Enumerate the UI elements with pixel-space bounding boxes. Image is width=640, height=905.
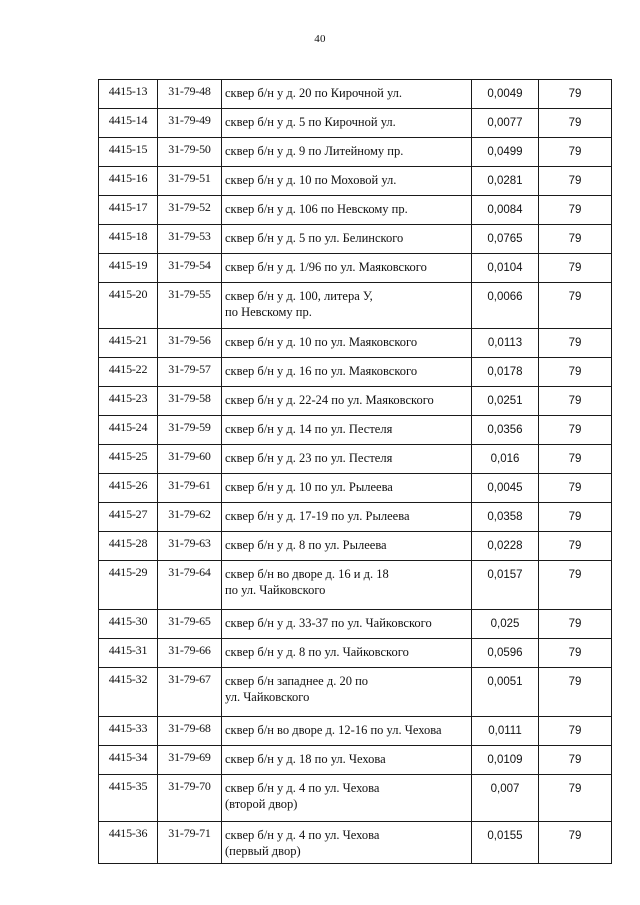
area-cell: 0,007 — [472, 775, 539, 822]
section-cell: 79 — [539, 639, 612, 668]
section-cell: 79 — [539, 775, 612, 822]
name-line: сквер б/н у д. 10 по ул. Рылеева — [225, 480, 393, 494]
name-line: сквер б/н у д. 14 по ул. Пестеля — [225, 422, 393, 436]
name-cell — [222, 225, 472, 254]
area-cell: 0,0155 — [472, 822, 539, 864]
name-cell — [222, 196, 472, 225]
registry-number-cell: 4415-19 — [99, 254, 158, 283]
registry-number-cell: 4415-29 — [99, 561, 158, 610]
area-cell: 0,0049 — [472, 80, 539, 109]
name-line: сквер б/н у д. 5 по ул. Белинского — [225, 231, 404, 245]
section-cell: 79 — [539, 387, 612, 416]
name-line: сквер б/н у д. 23 по ул. Пестеля — [225, 451, 393, 465]
name-line-2: по ул. Чайковского — [225, 583, 326, 597]
code-cell: 31-79-54 — [158, 254, 222, 283]
name-cell — [222, 639, 472, 668]
table-row — [99, 196, 612, 225]
section-cell: 79 — [539, 717, 612, 746]
area-cell: 0,0765 — [472, 225, 539, 254]
section-cell: 79 — [539, 746, 612, 775]
area-cell: 0,0104 — [472, 254, 539, 283]
name-cell — [222, 503, 472, 532]
area-cell: 0,0596 — [472, 639, 539, 668]
code-cell: 31-79-59 — [158, 416, 222, 445]
code-cell: 31-79-68 — [158, 717, 222, 746]
code-cell: 31-79-60 — [158, 445, 222, 474]
registry-number-cell: 4415-16 — [99, 167, 158, 196]
area-cell: 0,0084 — [472, 196, 539, 225]
area-cell: 0,016 — [472, 445, 539, 474]
section-cell: 79 — [539, 254, 612, 283]
registry-number-cell: 4415-35 — [99, 775, 158, 822]
section-cell: 79 — [539, 610, 612, 639]
table-row — [99, 387, 612, 416]
registry-number-cell: 4415-28 — [99, 532, 158, 561]
code-cell: 31-79-63 — [158, 532, 222, 561]
registry-number-cell: 4415-36 — [99, 822, 158, 864]
section-cell: 79 — [539, 668, 612, 717]
area-cell: 0,0281 — [472, 167, 539, 196]
name-cell — [222, 717, 472, 746]
name-cell — [222, 138, 472, 167]
code-cell: 31-79-62 — [158, 503, 222, 532]
registry-number-cell: 4415-18 — [99, 225, 158, 254]
name-line: сквер б/н у д. 5 по Кирочной ул. — [225, 115, 396, 129]
table-row — [99, 358, 612, 387]
name-line: сквер б/н у д. 100, литера У, — [225, 289, 373, 303]
table-row — [99, 561, 612, 610]
code-cell: 31-79-66 — [158, 639, 222, 668]
section-cell: 79 — [539, 358, 612, 387]
name-line-2: (второй двор) — [225, 797, 298, 811]
table-row — [99, 822, 612, 864]
name-cell — [222, 167, 472, 196]
registry-number-cell: 4415-23 — [99, 387, 158, 416]
code-cell: 31-79-58 — [158, 387, 222, 416]
name-line-2: ул. Чайковского — [225, 690, 310, 704]
table-row — [99, 668, 612, 717]
table-row — [99, 532, 612, 561]
name-cell — [222, 561, 472, 610]
name-line: сквер б/н во дворе д. 16 и д. 18 — [225, 567, 389, 581]
registry-number-cell: 4415-34 — [99, 746, 158, 775]
code-cell: 31-79-71 — [158, 822, 222, 864]
area-cell: 0,0113 — [472, 329, 539, 358]
section-cell: 79 — [539, 822, 612, 864]
code-cell: 31-79-52 — [158, 196, 222, 225]
section-cell: 79 — [539, 225, 612, 254]
table-row — [99, 445, 612, 474]
name-line: сквер б/н у д. 18 по ул. Чехова — [225, 752, 386, 766]
name-cell — [222, 474, 472, 503]
name-line: сквер б/н у д. 17-19 по ул. Рылеева — [225, 509, 410, 523]
registry-table — [98, 79, 612, 864]
table-row — [99, 717, 612, 746]
name-line: сквер б/н у д. 10 по ул. Маяковского — [225, 335, 418, 349]
name-cell — [222, 283, 472, 329]
name-cell — [222, 668, 472, 717]
area-cell: 0,0356 — [472, 416, 539, 445]
section-cell: 79 — [539, 167, 612, 196]
area-cell: 0,0109 — [472, 746, 539, 775]
name-line: сквер б/н у д. 20 по Кирочной ул. — [225, 86, 403, 100]
name-cell — [222, 80, 472, 109]
code-cell: 31-79-65 — [158, 610, 222, 639]
area-cell: 0,0499 — [472, 138, 539, 167]
area-cell: 0,0228 — [472, 532, 539, 561]
table-row — [99, 639, 612, 668]
area-cell: 0,0178 — [472, 358, 539, 387]
area-cell: 0,0251 — [472, 387, 539, 416]
registry-number-cell: 4415-13 — [99, 80, 158, 109]
registry-number-cell: 4415-20 — [99, 283, 158, 329]
name-cell — [222, 109, 472, 138]
code-cell: 31-79-55 — [158, 283, 222, 329]
name-cell — [222, 387, 472, 416]
name-cell — [222, 532, 472, 561]
code-cell: 31-79-67 — [158, 668, 222, 717]
code-cell: 31-79-64 — [158, 561, 222, 610]
code-cell: 31-79-69 — [158, 746, 222, 775]
table-row — [99, 283, 612, 329]
name-line: сквер б/н у д. 8 по ул. Чайковского — [225, 645, 409, 659]
name-line: сквер б/н у д. 4 по ул. Чехова — [225, 781, 380, 795]
page-number: 40 — [314, 33, 326, 45]
table-row — [99, 610, 612, 639]
table-row — [99, 503, 612, 532]
name-cell — [222, 775, 472, 822]
section-cell: 79 — [539, 283, 612, 329]
section-cell: 79 — [539, 80, 612, 109]
table-row — [99, 225, 612, 254]
registry-table-body — [99, 80, 612, 864]
section-cell: 79 — [539, 532, 612, 561]
name-cell — [222, 358, 472, 387]
section-cell: 79 — [539, 329, 612, 358]
table-row — [99, 80, 612, 109]
code-cell: 31-79-49 — [158, 109, 222, 138]
table-row — [99, 416, 612, 445]
code-cell: 31-79-53 — [158, 225, 222, 254]
area-cell: 0,0045 — [472, 474, 539, 503]
name-line: сквер б/н у д. 16 по ул. Маяковского — [225, 364, 418, 378]
name-line-2: (первый двор) — [225, 844, 301, 858]
name-line: сквер б/н во дворе д. 12-16 по ул. Чехова — [225, 723, 442, 737]
area-cell: 0,0066 — [472, 283, 539, 329]
name-cell — [222, 416, 472, 445]
name-line: сквер б/н у д. 106 по Невскому пр. — [225, 202, 408, 216]
registry-number-cell: 4415-26 — [99, 474, 158, 503]
section-cell: 79 — [539, 561, 612, 610]
table-row — [99, 254, 612, 283]
section-cell: 79 — [539, 445, 612, 474]
code-cell: 31-79-57 — [158, 358, 222, 387]
area-cell: 0,025 — [472, 610, 539, 639]
name-cell — [222, 610, 472, 639]
table-row — [99, 474, 612, 503]
table-row — [99, 109, 612, 138]
registry-number-cell: 4415-15 — [99, 138, 158, 167]
code-cell: 31-79-56 — [158, 329, 222, 358]
section-cell: 79 — [539, 474, 612, 503]
name-line: сквер б/н у д. 1/96 по ул. Маяковского — [225, 260, 427, 274]
table-row — [99, 138, 612, 167]
registry-number-cell: 4415-25 — [99, 445, 158, 474]
registry-number-cell: 4415-17 — [99, 196, 158, 225]
registry-number-cell: 4415-32 — [99, 668, 158, 717]
registry-number-cell: 4415-31 — [99, 639, 158, 668]
section-cell: 79 — [539, 109, 612, 138]
name-line: сквер б/н у д. 9 по Литейному пр. — [225, 144, 404, 158]
registry-number-cell: 4415-30 — [99, 610, 158, 639]
area-cell: 0,0051 — [472, 668, 539, 717]
code-cell: 31-79-70 — [158, 775, 222, 822]
registry-number-cell: 4415-33 — [99, 717, 158, 746]
code-cell: 31-79-50 — [158, 138, 222, 167]
name-cell — [222, 254, 472, 283]
registry-number-cell: 4415-22 — [99, 358, 158, 387]
registry-number-cell: 4415-27 — [99, 503, 158, 532]
name-line: сквер б/н у д. 33-37 по ул. Чайковского — [225, 616, 432, 630]
registry-number-cell: 4415-21 — [99, 329, 158, 358]
name-line: сквер б/н у д. 8 по ул. Рылеева — [225, 538, 387, 552]
section-cell: 79 — [539, 138, 612, 167]
table-row — [99, 167, 612, 196]
name-line-2: по Невскому пр. — [225, 305, 312, 319]
area-cell: 0,0111 — [472, 717, 539, 746]
table-row — [99, 746, 612, 775]
code-cell: 31-79-61 — [158, 474, 222, 503]
area-cell: 0,0358 — [472, 503, 539, 532]
name-line: сквер б/н у д. 10 по Моховой ул. — [225, 173, 397, 187]
name-line: сквер б/н у д. 22-24 по ул. Маяковского — [225, 393, 434, 407]
name-cell — [222, 746, 472, 775]
registry-number-cell: 4415-24 — [99, 416, 158, 445]
area-cell: 0,0157 — [472, 561, 539, 610]
name-line: сквер б/н у д. 4 по ул. Чехова — [225, 828, 380, 842]
table-row — [99, 775, 612, 822]
name-cell — [222, 329, 472, 358]
code-cell: 31-79-51 — [158, 167, 222, 196]
name-cell — [222, 822, 472, 864]
area-cell: 0,0077 — [472, 109, 539, 138]
table-row — [99, 329, 612, 358]
section-cell: 79 — [539, 196, 612, 225]
name-cell — [222, 445, 472, 474]
section-cell: 79 — [539, 416, 612, 445]
registry-number-cell: 4415-14 — [99, 109, 158, 138]
code-cell: 31-79-48 — [158, 80, 222, 109]
section-cell: 79 — [539, 503, 612, 532]
name-line: сквер б/н западнее д. 20 по — [225, 674, 369, 688]
